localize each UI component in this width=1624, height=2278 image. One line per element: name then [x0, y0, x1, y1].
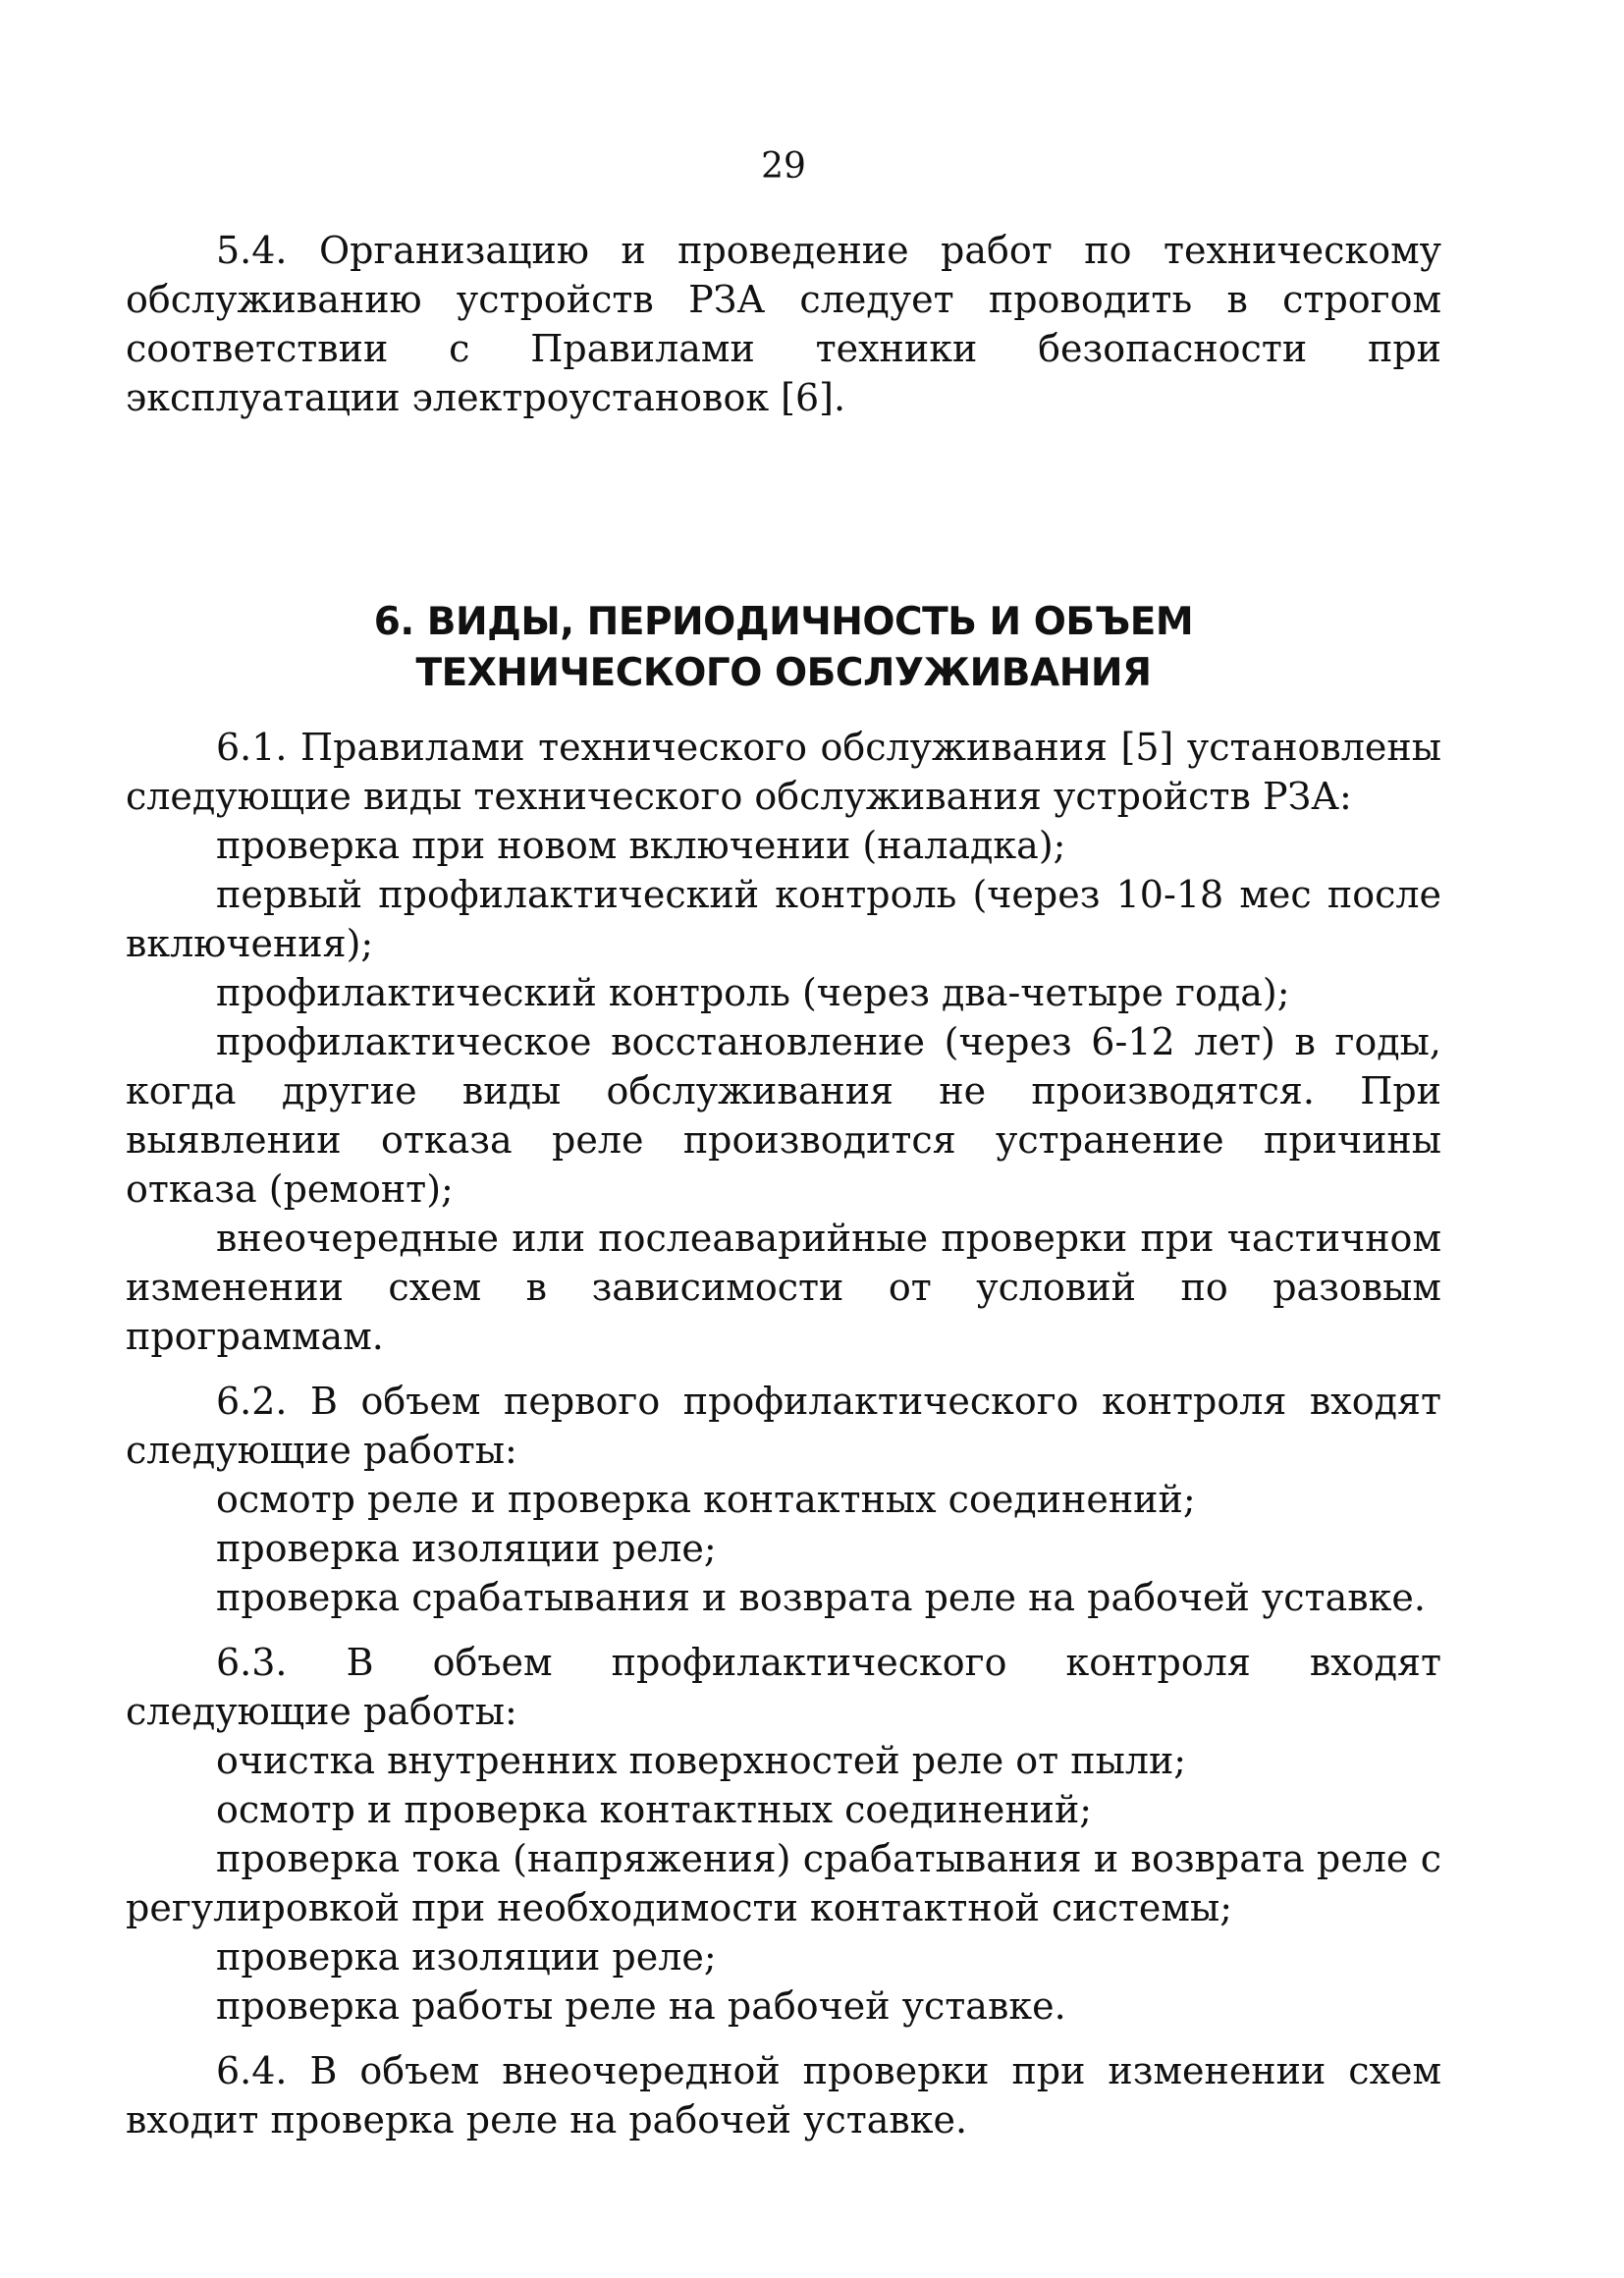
list-item: профилактическое восстановление (через 6-12 лет) в годы, когда другие виды обслуживания не производятся. При выявлении отказа реле производится устранение причины отказа (ремонт); — [126, 1020, 1441, 1211]
list-item: проверка изоляции реле; — [216, 1935, 717, 1979]
list-item: профилактический контроль (через два-четыре года); — [216, 971, 1290, 1014]
paragraph-6-4: 6.4. В объем внеочередной проверки при изменении схем входит проверка реле на рабочей уставке. — [126, 2049, 1441, 2142]
list-item: осмотр и проверка контактных соединений; — [216, 1788, 1093, 1831]
paragraph-6-3: 6.3. В объем профилактического контроля входят следующие работы: — [126, 1641, 1441, 1733]
heading-line-1: 6. ВИДЫ, ПЕРИОДИЧНОСТЬ И ОБЪЕМ — [373, 600, 1194, 644]
paragraph-6-2: 6.2. В объем первого профилактического контроля входят следующие работы: — [126, 1380, 1441, 1472]
document-page — [126, 147, 1441, 2144]
list-item: очистка внутренних поверхностей реле от пыли; — [216, 1739, 1187, 1782]
list-item: осмотр реле и проверка контактных соединений; — [216, 1478, 1196, 1521]
paragraph-5-4: 5.4. Организацию и проведение работ по техническому обслуживанию устройств РЗА следует проводить в строгом соответствии с Правилами техники безопасности при эксплуатации электроустановок [6]. — [126, 229, 1441, 419]
list-item: проверка при новом включении (наладка); — [216, 824, 1066, 867]
list-item: внеочередные или послеаварийные проверки при частичном изменении схем в зависимости от условий по разовым программам. — [126, 1217, 1441, 1358]
list-item: проверка работы реле на рабочей уставке. — [216, 1984, 1066, 2028]
list-item: проверка срабатывания и возврата реле на рабочей уставке. — [216, 1576, 1426, 1619]
paragraph-6-1: 6.1. Правилами технического обслуживания [5] установлены следующие виды технического обслуживания устройств РЗА: — [126, 726, 1441, 818]
page-number: 29 — [761, 146, 806, 187]
section-6-heading — [126, 597, 1441, 699]
heading-line-2: ТЕХНИЧЕСКОГО ОБСЛУЖИВАНИЯ — [415, 651, 1152, 695]
list-item: проверка изоляции реле; — [216, 1527, 717, 1570]
list-item: первый профилактический контроль (через 10-18 мес после включения); — [126, 873, 1441, 965]
list-item: проверка тока (напряжения) срабатывания и возврата реле с регулировкой при необходимости контактной системы; — [126, 1837, 1441, 1929]
